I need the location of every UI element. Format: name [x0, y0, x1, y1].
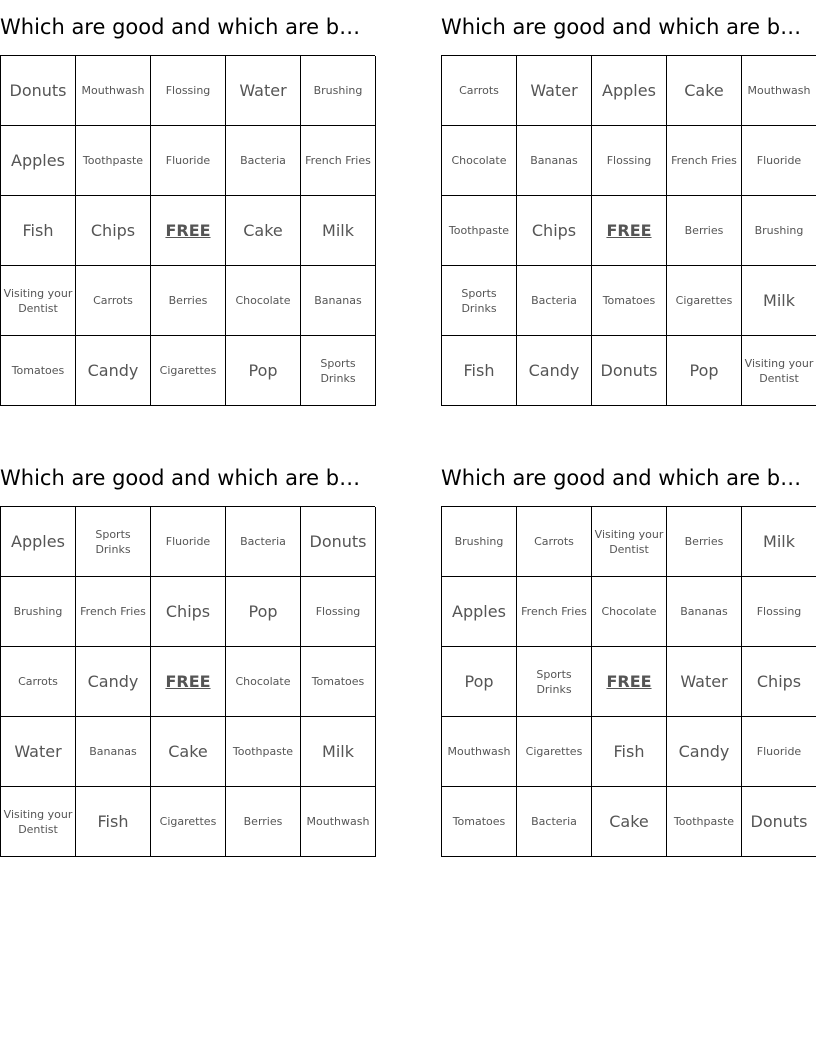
bingo-cell: Fish	[1, 196, 76, 266]
bingo-cell: Chips	[742, 647, 816, 717]
bingo-cell: Cake	[592, 787, 667, 857]
bingo-cell: Donuts	[592, 336, 667, 406]
bingo-cell: Flossing	[742, 577, 816, 647]
bingo-cell: Fluoride	[742, 126, 816, 196]
bingo-cell: Apples	[442, 577, 517, 647]
bingo-cell: Sports Drinks	[517, 647, 592, 717]
bingo-cell: Apples	[1, 126, 76, 196]
bingo-cell: Bananas	[76, 717, 151, 787]
bingo-cell: French Fries	[76, 577, 151, 647]
bingo-cell: Milk	[742, 266, 816, 336]
bingo-cell: Toothpaste	[442, 196, 517, 266]
bingo-cell: Mouthwash	[76, 56, 151, 126]
bingo-cell: Cigarettes	[151, 787, 226, 857]
bingo-cell: Cigarettes	[667, 266, 742, 336]
bingo-cell: Tomatoes	[1, 336, 76, 406]
bingo-cell: Brushing	[742, 196, 816, 266]
bingo-cell: Flossing	[301, 577, 376, 647]
free-space-cell: FREE	[592, 647, 667, 717]
bingo-cell: Bacteria	[517, 787, 592, 857]
bingo-cell: Carrots	[442, 56, 517, 126]
bingo-cell: Chips	[151, 577, 226, 647]
bingo-cell: Chocolate	[226, 266, 301, 336]
bingo-cell: Berries	[226, 787, 301, 857]
card-title: Which are good and which are b…	[0, 466, 361, 490]
bingo-grid	[0, 506, 375, 857]
bingo-cell: Visiting your Dentist	[592, 507, 667, 577]
bingo-cell: Cigarettes	[517, 717, 592, 787]
bingo-cell: Chips	[76, 196, 151, 266]
bingo-card-1	[0, 0, 375, 406]
bingo-cell: Chocolate	[592, 577, 667, 647]
bingo-cell: Bacteria	[226, 507, 301, 577]
bingo-cell: Bacteria	[517, 266, 592, 336]
bingo-cell: Donuts	[301, 507, 376, 577]
bingo-cell: Donuts	[742, 787, 816, 857]
bingo-cell: Apples	[592, 56, 667, 126]
bingo-cell: Chocolate	[226, 647, 301, 717]
bingo-cell: Visiting your Dentist	[742, 336, 816, 406]
card-title: Which are good and which are b…	[441, 15, 802, 39]
bingo-cell: Chocolate	[442, 126, 517, 196]
bingo-cell: Mouthwash	[442, 717, 517, 787]
bingo-cell: Carrots	[517, 507, 592, 577]
bingo-cell: Berries	[151, 266, 226, 336]
bingo-cell: Bananas	[301, 266, 376, 336]
bingo-cell: Bananas	[667, 577, 742, 647]
free-space-cell: FREE	[592, 196, 667, 266]
bingo-cell: Candy	[517, 336, 592, 406]
bingo-cell: Water	[517, 56, 592, 126]
bingo-cell: Cake	[667, 56, 742, 126]
bingo-cell: Pop	[667, 336, 742, 406]
bingo-cell: Cake	[151, 717, 226, 787]
bingo-cell: Toothpaste	[667, 787, 742, 857]
bingo-cell: Pop	[442, 647, 517, 717]
bingo-cell: Fluoride	[151, 507, 226, 577]
card-title: Which are good and which are b…	[0, 15, 361, 39]
bingo-cell: Pop	[226, 336, 301, 406]
bingo-cell: Carrots	[76, 266, 151, 336]
bingo-grid	[0, 55, 375, 406]
bingo-cell: Tomatoes	[592, 266, 667, 336]
bingo-cell: Visiting your Dentist	[1, 266, 76, 336]
bingo-cell: Cake	[226, 196, 301, 266]
bingo-card-3	[0, 451, 375, 857]
bingo-cell: Mouthwash	[742, 56, 816, 126]
bingo-cell: Fish	[442, 336, 517, 406]
bingo-cell: Tomatoes	[301, 647, 376, 717]
bingo-card-2	[441, 0, 816, 406]
card-title: Which are good and which are b…	[441, 466, 802, 490]
bingo-cell: Water	[226, 56, 301, 126]
bingo-cell: Berries	[667, 507, 742, 577]
bingo-cell: Toothpaste	[226, 717, 301, 787]
bingo-cell: French Fries	[301, 126, 376, 196]
bingo-cell: Carrots	[1, 647, 76, 717]
bingo-cell: Candy	[76, 336, 151, 406]
bingo-cell: Fluoride	[151, 126, 226, 196]
bingo-cell: Berries	[667, 196, 742, 266]
bingo-cell: Cigarettes	[151, 336, 226, 406]
bingo-cell: Apples	[1, 507, 76, 577]
bingo-cell: Toothpaste	[76, 126, 151, 196]
bingo-cell: Milk	[301, 717, 376, 787]
bingo-cell: French Fries	[667, 126, 742, 196]
bingo-cell: French Fries	[517, 577, 592, 647]
bingo-cell: Pop	[226, 577, 301, 647]
bingo-cell: Water	[667, 647, 742, 717]
bingo-cell: Visiting your Dentist	[1, 787, 76, 857]
bingo-cell: Milk	[301, 196, 376, 266]
free-space-cell: FREE	[151, 196, 226, 266]
bingo-grid	[441, 55, 816, 406]
bingo-cell: Brushing	[442, 507, 517, 577]
bingo-cell: Brushing	[1, 577, 76, 647]
bingo-cell: Fish	[592, 717, 667, 787]
bingo-cell: Bananas	[517, 126, 592, 196]
bingo-cell: Fish	[76, 787, 151, 857]
bingo-cell: Bacteria	[226, 126, 301, 196]
bingo-cell: Fluoride	[742, 717, 816, 787]
bingo-cell: Milk	[742, 507, 816, 577]
bingo-cell: Sports Drinks	[442, 266, 517, 336]
bingo-cell: Sports Drinks	[301, 336, 376, 406]
bingo-card-4	[441, 451, 816, 857]
bingo-cell: Flossing	[592, 126, 667, 196]
bingo-cell: Water	[1, 717, 76, 787]
bingo-cell: Brushing	[301, 56, 376, 126]
bingo-cell: Candy	[76, 647, 151, 717]
bingo-cell: Sports Drinks	[76, 507, 151, 577]
free-space-cell: FREE	[151, 647, 226, 717]
bingo-cell: Mouthwash	[301, 787, 376, 857]
bingo-cell: Flossing	[151, 56, 226, 126]
bingo-cell: Chips	[517, 196, 592, 266]
bingo-grid	[441, 506, 816, 857]
bingo-cell: Donuts	[1, 56, 76, 126]
bingo-cell: Candy	[667, 717, 742, 787]
bingo-cell: Tomatoes	[442, 787, 517, 857]
